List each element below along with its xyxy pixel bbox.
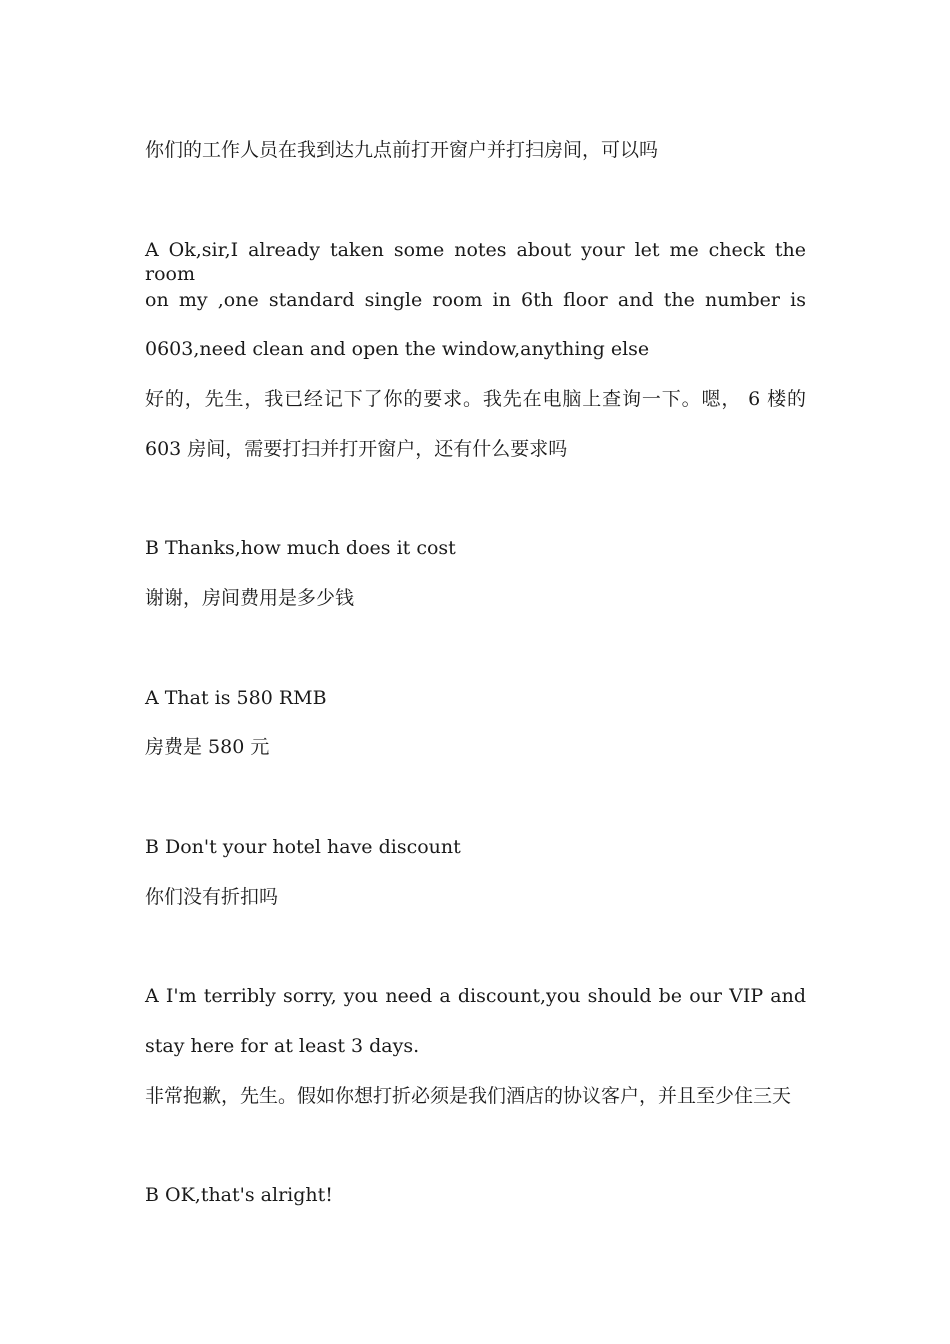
text-line: A I'm terribly sorry, you need a discount,you should be our VIP and	[145, 985, 806, 1007]
text-line: 房费是 580 元	[145, 736, 270, 758]
text-line: 603 房间，需要打扫并打开窗户，还有什么要求吗	[145, 438, 568, 460]
text-line: A That is 580 RMB	[145, 687, 327, 709]
text-line: 谢谢，房间费用是多少钱	[145, 587, 355, 609]
text-line: on my ,one standard single room in 6th floor and the number is	[145, 289, 806, 311]
text-line: 你们的工作人员在我到达九点前打开窗户并打扫房间，可以吗	[145, 139, 659, 161]
text-line: B Don't your hotel have discount	[145, 836, 461, 858]
text-line: B OK,that's alright!	[145, 1184, 333, 1206]
text-line: 非常抱歉，先生。假如你想打折必须是我们酒店的协议客户，并且至少住三天	[145, 1085, 792, 1107]
text-line: stay here for at least 3 days.	[145, 1035, 420, 1057]
text-line: B Thanks,how much does it cost	[145, 537, 456, 559]
text-line: A Ok,sir,I already taken some notes about your let me check the room	[145, 239, 806, 285]
text-line: 你们没有折扣吗	[145, 886, 279, 908]
text-line: 好的，先生，我已经记下了你的要求。我先在电脑上查询一下。嗯， 6 楼的	[145, 388, 806, 410]
text-line: 0603,need clean and open the window,anything else	[145, 338, 650, 360]
